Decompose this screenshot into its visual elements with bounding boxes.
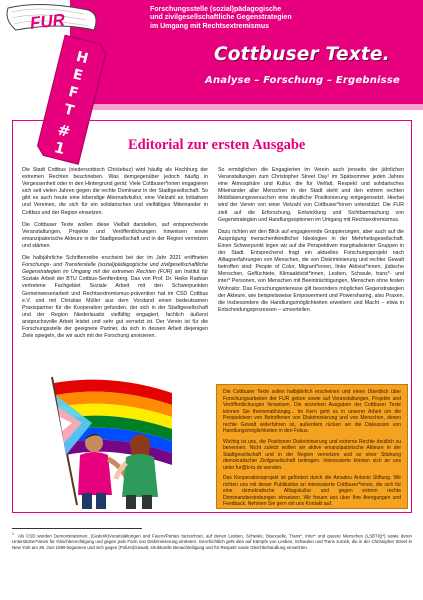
logo-banner-text: FUR (29, 10, 66, 33)
svg-text:H: H (74, 48, 90, 68)
svg-text:E: E (71, 66, 85, 85)
editorial-title: Editorial zur ersten Ausgabe (128, 137, 306, 153)
magazine-subtitle: Analyse – Forschung – Ergebnisse (205, 75, 400, 86)
org-line: und zivilgesellschaftliche Gegenstrategien (150, 14, 292, 22)
header-strip (70, 104, 423, 110)
paragraph: Die Cottbuser Texte wollen diese Vielfalt darstellen, auf entsprechende Veranstaltungen, Projekte und Veröffentlichungen hinweisen sowie emanzipatorische Akteure in der Stadtgesellschaft und in der Region vernetzen und stärken. (22, 221, 208, 249)
paragraph: Die Stadt Cottbus (niedersorbisch Chóśebuz) wird häufig als Hochburg der extremen Rechten beschrieben. Was demgegenüber jedoch häufig in Vergessenheit oder in den Hintergrund gerät: Viele Cottbuser*innen engagieren sich seit vielen Jahren gegen die rechte Dominanz in der Stadtgesellschaft. So gibt es auch heute eine lebendige Alternativkultur, eine Vielzahl an Initiativen und Vereinen, die sich für ein solidarisches und vielfältiges Miteinander in Cottbus und der Region einsetzen. (22, 167, 208, 216)
right-column (218, 167, 404, 319)
footnote (12, 532, 412, 551)
info-paragraph: Wichtig ist uns, die Positionen Diskriminierung und extreme Rechte deutlich zu benennen. Nicht zuletzt wollen wir aktive emanzipatorische Akteure in der Stadtgesellschaft und in der Region vernetzen und so einer Stärkung demokratischer Zivilgesellschaft beitragen. Interessierte können sich an uns unter fur@b-tu.de wenden. (223, 438, 401, 471)
svg-text:T: T (62, 101, 76, 120)
paragraph: So ermöglichen die Engagierten im Verein auch jenseits der jährlichen Veranstaltungen zum Christopher Street Day¹ im Spätsommer jeden Jahres eine Atmosphäre und Kultur, die für Vielfalt, Respekt und solidarisches Miteinander aller Menschen in der Stadt steht und den extrem rechten Mobilisierungsversuchen eine deutliche Positionierung entgegensetzt. Hierbei wird der Verein von einer Vielzahl von Cottbuser*innen unterstützt. Die FUR zielt auf die Erforschung, Entwicklung und Sichtbarmachung von Gegenstrategien und Handlungsoptionen im Umgang mit Rechtsextremismus. (218, 167, 404, 223)
illustration-people-flag (22, 375, 212, 511)
org-line: im Umgang mit Rechtsextremismus (150, 22, 270, 30)
magazine-title: Cottbuser Texte. (214, 44, 390, 65)
info-paragraph: Das Kooperationsprojekt ist gefördert durch die Amadeu Antonio Stiftung. Wir richten uns mit dieser Publikation an interessierte Cottbuser*innen, die sich für eine demokratische Alltagskultur und gegen extrem rechte Dominanzbestrebungen einsetzen. Wir freuen uns über Ihre Anregungen und Feedback. Nehmen Sie gern mit uns Kontakt auf. (223, 475, 401, 507)
paragraph-text: am Institut für Soziale Arbeit der BTU Cottbus-Senftenberg. Das von Prof. Dr. Heike Radvan vertretene Fachgebiet Soziale Arbeit mit den Schwerpunkten Gemeinwesenarbeit und Rechtsextremismus-prävention hat im CSD Cottbus e.V. und mit Christian Müller aus dem Vorstand einen bedeutsamen Praxispartner für die Kooperation gefunden, der sich in der Stadtgesellschaft und der Region Niederlausitz vielfältig engagiert, fachlich äußerst anspruchsvolle Arbeit leistet und sehr gut vernetzt ist. Der Verein ist für die Forschungsstelle der geeignete Partner, da sich in dessen Arbeit diejenigen Ziele spiegeln, die wir auch mit der Forschung anvisieren. (22, 269, 208, 340)
footnote-number: 1 (12, 532, 14, 536)
svg-text:F: F (66, 83, 80, 102)
left-column (22, 167, 208, 345)
paragraph (22, 255, 208, 340)
org-name (150, 6, 390, 31)
org-line: Forschungsstelle (sozial)pädagogische (150, 6, 282, 13)
paragraph-text: Die halbjährliche Schriftenreihe erscheint bei der im Jahr 2021 eröffneten (22, 255, 208, 262)
paragraph-italic: Forschungs- und Transferstelle (sozial)pädagogische und zivilgesellschaftliche Gegenstrategien im Umgang mit der extremen Rechten (FUR) (22, 262, 208, 276)
info-box (216, 384, 408, 509)
svg-text:#: # (55, 120, 73, 142)
footnote-text: Als CSD werden Demonstrationen, (Gedenk)Veranstaltungen und Feiern/Parties bezeichnet, auf denen Lesben, Schwule, Bisexuelle, Trans*, Inter* und queere Menschen (LSBTIQ*) sowie deren Unterstützer*innen für Gleichberechtigung und gegen jede Form von Diskriminierung eintreten. Geschichtlich geht dies auf Kämpfe von Lesben, Schwulen und Trans zurück, die in der Christopher Street in New York am 28. Juni 1969 begannen und sich gegen (Polizei)Gewalt, strukturelle Benachteiligung und für Respekt sowie Gleichbehandlung einsetzten. (12, 533, 412, 551)
footnote-divider (12, 528, 142, 529)
info-paragraph: Die Cottbuser Texte sollen halbjährlich erscheinen und einen Überblick über Forschungsarbeiten der FUR geben sowie auf Veranstaltungen, Projekte und Veröffentlichungen hinweisen. Die einzelnen Ausgaben der Cottbuser Texte können Sie themenabhängig... Im Kern geht es in unserer Arbeit um die Perspektiven von Betroffenen von Diskriminierung und von Menschen, denen rechte Gewalt widerfahren ist, außerdem rücken wir die Diskussion von Handlungsmöglichkeiten in den Fokus. (223, 389, 401, 434)
paragraph: Dazu richten wir den Blick auf engagierende Gruppierungen, aber auch auf die Ausprägung menschenfeindlicher Ideologien in der Mehrheitsgesellschaft. Einen Schwerpunkt legen wir auf die Perspektiven marginalisierter Gruppen in der Stadt. Entsprechend fragt ein aktuelles Forschungsprojekt nach Alltagserfahrungen von Menschen, die von Diskriminierung und rechter Gewalt betroffen sind: People of Color, Migrant*innen, linke Aktivist*innen, jüdische Menschen, Geflüchtete, Klimaaktivist*innen, Lesben, Schwule, trans*- und inter* Personen, von Menschen mit Beeinträchtigungen, Menschen ohne festen Wohnsitz. Das Forschungsinteresse gilt besonders möglichen Gegenstrategien der Akteure, wie beispielsweise Empowerment und Powersharing, also Praxen, die insbesondere die Handlungsmöglichkeiten erweitern und Macht – etwa in Entscheidungsprozessen – umverteilen. (218, 228, 404, 313)
svg-text:1: 1 (52, 138, 67, 159)
